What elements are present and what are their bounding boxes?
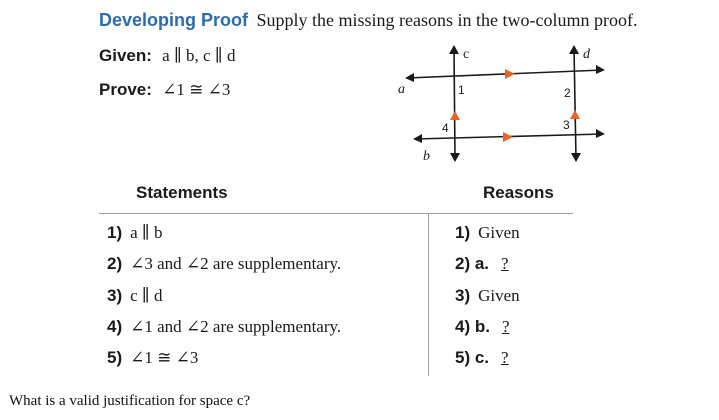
statement-row <box>107 223 163 243</box>
line-label-b: b <box>423 149 430 164</box>
reason-row <box>455 348 513 368</box>
line-d <box>574 48 576 159</box>
reason-number: 5) c. <box>455 348 490 367</box>
heading-keyword: Developing Proof <box>99 10 249 30</box>
given-label: Given: <box>99 46 152 65</box>
statement-text: ∠1 and ∠2 are supplementary. <box>130 317 342 336</box>
statement-number: 4) <box>107 317 123 336</box>
reason-blank-c: ? <box>501 348 509 367</box>
statement-number: 2) <box>107 254 123 273</box>
reason-row <box>455 254 513 274</box>
statement-text: c ∥ d <box>130 286 163 305</box>
reason-text: Given <box>478 286 520 305</box>
parallel-lines-figure <box>395 42 610 167</box>
angle-label-1: 1 <box>458 83 465 97</box>
reason-row <box>455 317 514 337</box>
given-value: a ∥ b, c ∥ d <box>162 46 236 65</box>
statement-row <box>107 348 198 368</box>
prove-line <box>99 80 230 100</box>
statement-row <box>107 254 341 274</box>
reason-number: 1) <box>455 223 471 242</box>
exercise-heading <box>99 10 637 31</box>
statement-number: 1) <box>107 223 123 242</box>
angle-label-3: 3 <box>563 118 570 132</box>
reason-number: 4) b. <box>455 317 490 336</box>
arrowhead-a-right <box>596 65 605 74</box>
reason-blank-b: ? <box>501 317 510 336</box>
heading-instruction: Supply the missing reasons in the two-column proof. <box>256 10 638 30</box>
reason-blank-a: ? <box>501 254 509 273</box>
statement-text: ∠1 ≅ ∠3 <box>130 348 199 367</box>
arrowhead-b-right <box>596 129 605 138</box>
reason-text: Given <box>478 223 520 242</box>
parallel-mark-a <box>505 69 515 79</box>
statement-text: a ∥ b <box>130 223 163 242</box>
line-c <box>454 48 455 159</box>
parallel-mark-d <box>570 110 580 119</box>
given-line <box>99 46 235 66</box>
reason-row <box>455 286 520 306</box>
reason-row <box>455 223 520 243</box>
arrowhead-b-left <box>413 134 422 143</box>
statement-number: 5) <box>107 348 123 367</box>
arrowhead-d-top <box>569 45 579 54</box>
parallel-mark-b <box>503 132 513 142</box>
statement-number: 3) <box>107 286 123 305</box>
line-label-d: d <box>583 47 590 62</box>
angle-label-2: 2 <box>564 86 571 100</box>
question-text: What is a valid justification for space c? <box>9 393 251 409</box>
reason-number: 2) a. <box>455 254 490 273</box>
reasons-header: Reasons <box>483 183 554 202</box>
line-label-c: c <box>463 47 470 62</box>
statements-header: Statements <box>136 183 228 202</box>
reason-number: 3) <box>455 286 471 305</box>
statement-text: ∠3 and ∠2 are supplementary. <box>130 254 342 273</box>
prove-value: ∠1 ≅ ∠3 <box>162 80 231 99</box>
parallel-mark-c <box>450 111 460 120</box>
arrowhead-d-bottom <box>571 153 581 162</box>
statement-row <box>107 286 163 306</box>
table-column-divider <box>428 213 429 376</box>
table-header-divider <box>99 213 573 214</box>
statement-row <box>107 317 341 337</box>
line-label-a: a <box>398 82 405 97</box>
arrowhead-a-left <box>405 73 414 82</box>
arrowhead-c-top <box>449 45 459 54</box>
angle-label-4: 4 <box>442 121 449 135</box>
prove-label: Prove: <box>99 80 152 99</box>
arrowhead-c-bottom <box>450 153 460 162</box>
